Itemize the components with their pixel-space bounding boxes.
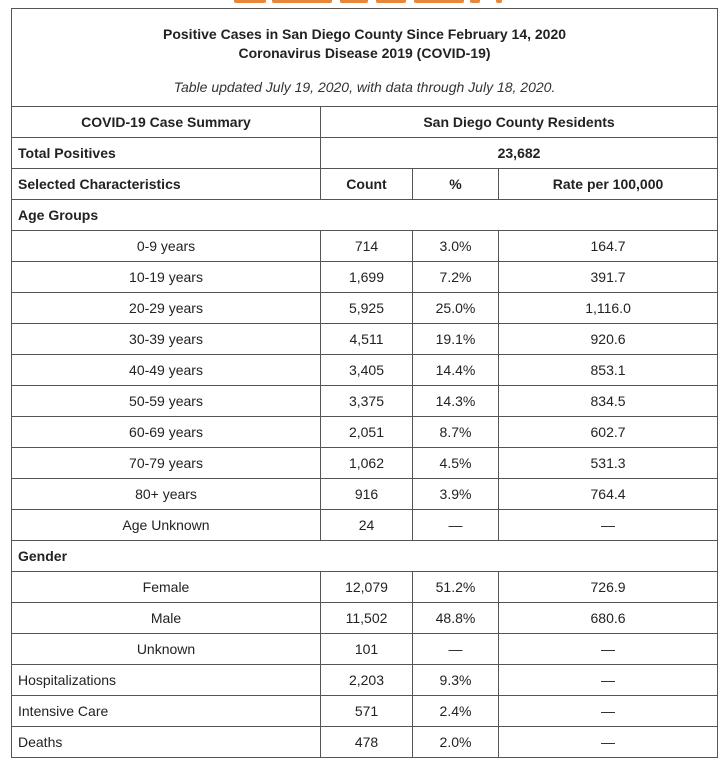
table-row [12, 355, 718, 386]
row-label: 30-39 years [12, 324, 321, 355]
count-header: Count [321, 169, 413, 200]
rate-header: Rate per 100,000 [499, 169, 718, 200]
row-percent: 19.1% [413, 324, 499, 355]
characteristics-header: Selected Characteristics [12, 169, 321, 200]
gender-rows [12, 572, 718, 665]
row-label: 70-79 years [12, 448, 321, 479]
table-row [12, 417, 718, 448]
row-rate: 726.9 [499, 572, 718, 603]
row-rate: 531.3 [499, 448, 718, 479]
row-percent: 7.2% [413, 262, 499, 293]
cropped-heading-fragment [0, 0, 727, 8]
row-label: 60-69 years [12, 417, 321, 448]
gender-label: Gender [12, 541, 718, 572]
column-header-row [12, 169, 718, 200]
row-percent: 25.0% [413, 293, 499, 324]
row-count: 4,511 [321, 324, 413, 355]
row-count: 2,203 [321, 665, 413, 696]
row-count: 916 [321, 479, 413, 510]
row-rate: 834.5 [499, 386, 718, 417]
row-label: Hospitalizations [12, 665, 321, 696]
row-percent: 2.4% [413, 696, 499, 727]
row-count: 5,925 [321, 293, 413, 324]
row-label: 0-9 years [12, 231, 321, 262]
row-label: 40-49 years [12, 355, 321, 386]
outcome-rows [12, 665, 718, 758]
table-subtitle: Coronavirus Disease 2019 (COVID-19) [238, 45, 491, 61]
row-rate: 602.7 [499, 417, 718, 448]
table-row [12, 479, 718, 510]
table-row [12, 572, 718, 603]
row-count: 714 [321, 231, 413, 262]
row-rate: 164.7 [499, 231, 718, 262]
total-positives-label: Total Positives [12, 138, 321, 169]
row-rate: 853.1 [499, 355, 718, 386]
row-rate: 680.6 [499, 603, 718, 634]
row-rate: — [499, 665, 718, 696]
row-percent: 2.0% [413, 727, 499, 758]
row-label: Unknown [12, 634, 321, 665]
row-percent: 8.7% [413, 417, 499, 448]
table-header-row [12, 9, 718, 107]
row-percent: 14.3% [413, 386, 499, 417]
row-label: 20-29 years [12, 293, 321, 324]
table-row [12, 231, 718, 262]
table-row [12, 634, 718, 665]
row-count: 1,062 [321, 448, 413, 479]
row-label: Female [12, 572, 321, 603]
table-row [12, 448, 718, 479]
row-rate: — [499, 696, 718, 727]
row-percent: 14.4% [413, 355, 499, 386]
age-groups-label: Age Groups [12, 200, 718, 231]
update-note: Table updated July 19, 2020, with data through July 18, 2020. [173, 79, 556, 95]
total-positives-value: 23,682 [321, 138, 718, 169]
row-percent: 4.5% [413, 448, 499, 479]
table-row [12, 324, 718, 355]
row-count: 2,051 [321, 417, 413, 448]
total-positives-row [12, 138, 718, 169]
row-percent: 3.9% [413, 479, 499, 510]
row-count: 12,079 [321, 572, 413, 603]
age-groups-section-row [12, 200, 718, 231]
row-rate: — [499, 510, 718, 541]
row-rate: — [499, 634, 718, 665]
row-count: 101 [321, 634, 413, 665]
row-percent: 3.0% [413, 231, 499, 262]
row-label: Male [12, 603, 321, 634]
percent-header: % [413, 169, 499, 200]
table-row [12, 727, 718, 758]
table-title: Positive Cases in San Diego County Since February 14, 2020 [163, 26, 567, 42]
row-rate: — [499, 727, 718, 758]
residents-label: San Diego County Residents [321, 107, 718, 138]
row-count: 1,699 [321, 262, 413, 293]
table-row [12, 510, 718, 541]
row-rate: 391.7 [499, 262, 718, 293]
table-row [12, 665, 718, 696]
row-label: 80+ years [12, 479, 321, 510]
table-row [12, 696, 718, 727]
row-rate: 764.4 [499, 479, 718, 510]
table-heading [12, 9, 718, 107]
table-row [12, 293, 718, 324]
row-count: 11,502 [321, 603, 413, 634]
table-row [12, 603, 718, 634]
row-label: 10-19 years [12, 262, 321, 293]
row-count: 478 [321, 727, 413, 758]
row-percent: — [413, 510, 499, 541]
row-label: 50-59 years [12, 386, 321, 417]
row-count: 3,375 [321, 386, 413, 417]
row-percent: 48.8% [413, 603, 499, 634]
row-rate: 1,116.0 [499, 293, 718, 324]
row-label: Age Unknown [12, 510, 321, 541]
row-label: Deaths [12, 727, 321, 758]
age-rows [12, 231, 718, 541]
row-count: 24 [321, 510, 413, 541]
row-percent: 9.3% [413, 665, 499, 696]
case-summary-label: COVID-19 Case Summary [12, 107, 321, 138]
table-row [12, 262, 718, 293]
table-row [12, 386, 718, 417]
row-percent: — [413, 634, 499, 665]
row-label: Intensive Care [12, 696, 321, 727]
summary-header-row [12, 107, 718, 138]
row-rate: 920.6 [499, 324, 718, 355]
row-count: 571 [321, 696, 413, 727]
covid-summary-table [11, 8, 718, 758]
row-percent: 51.2% [413, 572, 499, 603]
row-count: 3,405 [321, 355, 413, 386]
gender-section-row [12, 541, 718, 572]
